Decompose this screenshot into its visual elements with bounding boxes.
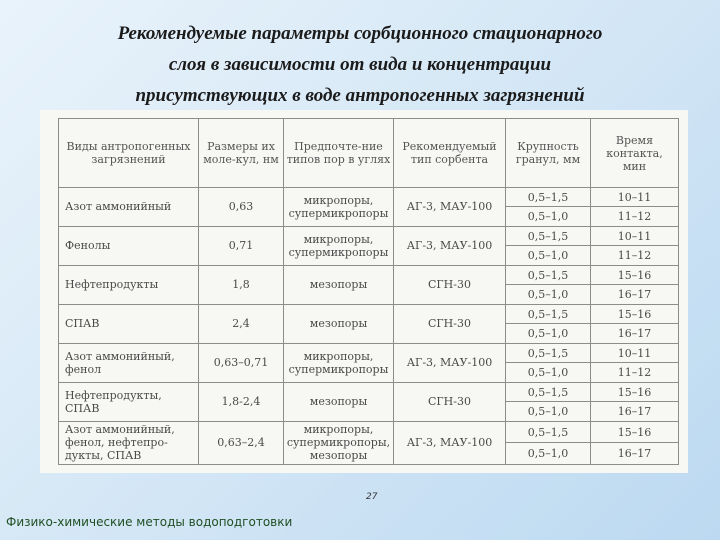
pollutant-type-cell: СПАВ <box>59 304 199 343</box>
sorbent-cell: АГ-3, МАУ-100 <box>394 421 506 464</box>
table-header-row <box>59 119 679 188</box>
granule-size-cell: 0,5–1,0 <box>506 402 591 421</box>
molecule-size-cell: 0,63–0,71 <box>199 343 284 382</box>
pore-type-cell: микропоры, супермикропоры, мезопоры <box>284 421 394 464</box>
title-line: слоя в зависимости от вида и концентрации <box>168 54 552 75</box>
sorbent-cell: СГН-30 <box>394 265 506 304</box>
contact-time-cell: 16–17 <box>591 285 679 304</box>
sorbent-cell: АГ-3, МАУ-100 <box>394 226 506 265</box>
granule-size-cell: 0,5–1,5 <box>506 304 591 323</box>
sorbent-cell: АГ-3, МАУ-100 <box>394 343 506 382</box>
table-row <box>59 304 679 323</box>
contact-time-cell: 15–16 <box>591 304 679 323</box>
footer-text: Физико-химические методы водоподготовки <box>6 515 293 529</box>
pollutant-type-cell: Азот аммонийный, фенол <box>59 343 199 382</box>
contact-time-cell: 11–12 <box>591 363 679 382</box>
pollutant-type-cell: Азот аммонийный, фенол, нефтепро-дукты, СПАВ <box>59 421 199 464</box>
pore-type-cell: микропоры, супермикропоры <box>284 188 394 227</box>
contact-time-cell: 15–16 <box>591 265 679 284</box>
column-header: Размеры их моле-кул, нм <box>199 119 284 188</box>
molecule-size-cell: 1,8-2,4 <box>199 382 284 421</box>
pollutant-type-cell: Нефтепродукты, СПАВ <box>59 382 199 421</box>
scanned-table-image <box>40 110 688 473</box>
granule-size-cell: 0,5–1,0 <box>506 324 591 343</box>
granule-size-cell: 0,5–1,5 <box>506 188 591 207</box>
column-header: Время контакта, мин <box>591 119 679 188</box>
column-header: Крупность гранул, мм <box>506 119 591 188</box>
column-header: Виды антропогенных загрязнений <box>59 119 199 188</box>
contact-time-cell: 16–17 <box>591 402 679 421</box>
molecule-size-cell: 0,71 <box>199 226 284 265</box>
column-header: Рекомендуемый тип сорбента <box>394 119 506 188</box>
contact-time-cell: 16–17 <box>591 443 679 465</box>
molecule-size-cell: 0,63 <box>199 188 284 227</box>
table-row <box>59 421 679 443</box>
pore-type-cell: мезопоры <box>284 382 394 421</box>
title-line: Рекомендуемые параметры сорбционного стационарного <box>117 23 603 44</box>
title-line: присутствующих в воде антропогенных загрязнений <box>135 85 585 106</box>
contact-time-cell: 15–16 <box>591 382 679 401</box>
table-row <box>59 226 679 245</box>
sorbent-cell: АГ-3, МАУ-100 <box>394 188 506 227</box>
contact-time-cell: 10–11 <box>591 226 679 245</box>
pore-type-cell: микропоры, супермикропоры <box>284 226 394 265</box>
table-row <box>59 188 679 207</box>
granule-size-cell: 0,5–1,5 <box>506 226 591 245</box>
molecule-size-cell: 1,8 <box>199 265 284 304</box>
sorbent-cell: СГН-30 <box>394 382 506 421</box>
granule-size-cell: 0,5–1,0 <box>506 207 591 226</box>
contact-time-cell: 11–12 <box>591 207 679 226</box>
granule-size-cell: 0,5–1,5 <box>506 265 591 284</box>
table-row <box>59 265 679 284</box>
granule-size-cell: 0,5–1,5 <box>506 421 591 443</box>
granule-size-cell: 0,5–1,5 <box>506 382 591 401</box>
parameters-table <box>58 118 679 465</box>
pollutant-type-cell: Фенолы <box>59 226 199 265</box>
slide-title <box>30 18 690 111</box>
pollutant-type-cell: Нефтепродукты <box>59 265 199 304</box>
contact-time-cell: 15–16 <box>591 421 679 443</box>
granule-size-cell: 0,5–1,0 <box>506 363 591 382</box>
granule-size-cell: 0,5–1,0 <box>506 443 591 465</box>
sorbent-cell: СГН-30 <box>394 304 506 343</box>
page-number: 27 <box>366 492 378 502</box>
granule-size-cell: 0,5–1,0 <box>506 246 591 265</box>
table-body <box>59 188 679 465</box>
granule-size-cell: 0,5–1,5 <box>506 343 591 362</box>
pollutant-type-cell: Азот аммонийный <box>59 188 199 227</box>
column-header: Предпочте-ние типов пор в углях <box>284 119 394 188</box>
granule-size-cell: 0,5–1,0 <box>506 285 591 304</box>
contact-time-cell: 10–11 <box>591 343 679 362</box>
contact-time-cell: 11–12 <box>591 246 679 265</box>
contact-time-cell: 10–11 <box>591 188 679 207</box>
pore-type-cell: микропоры, супермикропоры <box>284 343 394 382</box>
pore-type-cell: мезопоры <box>284 304 394 343</box>
molecule-size-cell: 0,63–2,4 <box>199 421 284 464</box>
table-row <box>59 382 679 401</box>
contact-time-cell: 16–17 <box>591 324 679 343</box>
table-row <box>59 343 679 362</box>
pore-type-cell: мезопоры <box>284 265 394 304</box>
molecule-size-cell: 2,4 <box>199 304 284 343</box>
